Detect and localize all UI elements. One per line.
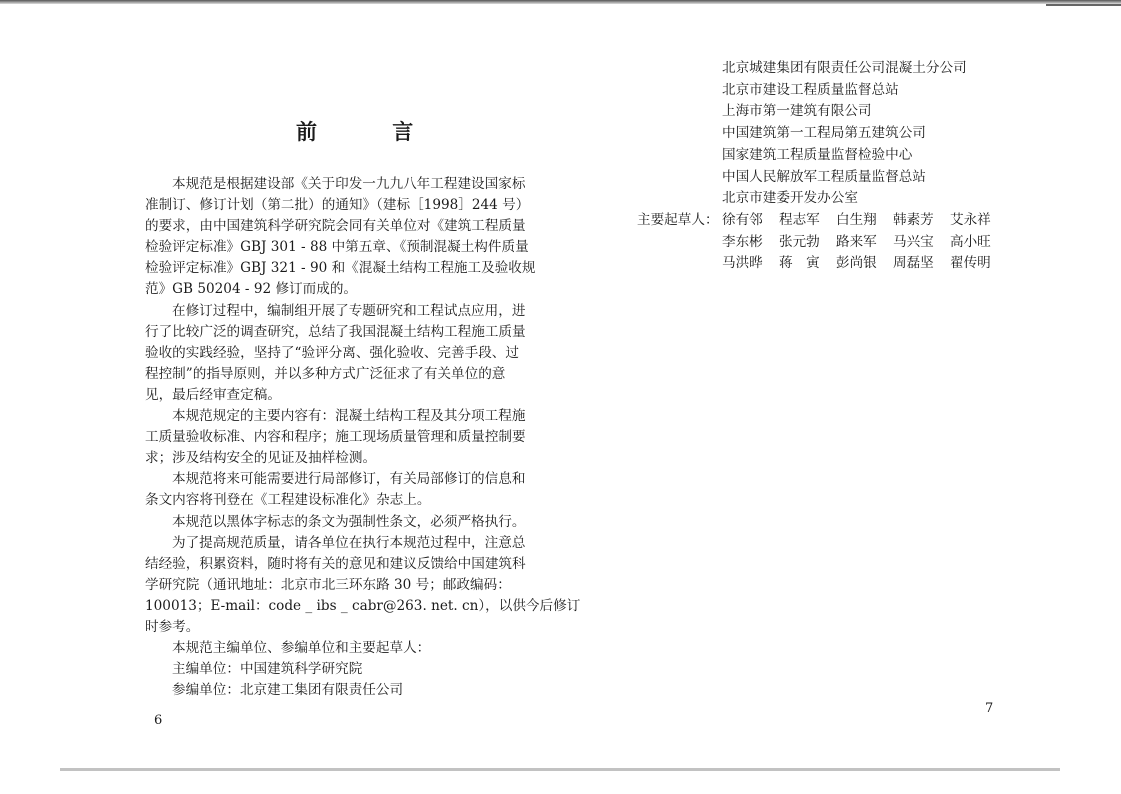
text-line: 验收的实践经验，坚持了“验评分离、强化验收、完善手段、过 bbox=[145, 344, 519, 361]
unit-name: 中国建筑第一工程局第五建筑公司 bbox=[722, 125, 926, 142]
text-line: 本规范是根据建设部《关于印发一九九八年工程建设国家标 bbox=[172, 176, 526, 192]
text-line: 工质量验收标准、内容和程序；施工现场质量管理和质量控制要 bbox=[145, 429, 526, 446]
text-line: 本规范主编单位、参编单位和主要起草人： bbox=[172, 640, 431, 657]
text-line: 主编单位：中国建筑科学研究院 bbox=[172, 661, 363, 678]
scan-edge-bottom bbox=[60, 768, 1060, 771]
page-number-left: 6 bbox=[154, 713, 163, 728]
text-line: 的要求，由中国建筑科学研究院会同有关单位对《建筑工程质量 bbox=[145, 218, 526, 235]
drafter-name: 韩素芳 bbox=[893, 212, 934, 228]
unit-name: 上海市第一建筑有限公司 bbox=[722, 103, 872, 120]
drafter-name: 彭尚银 bbox=[836, 255, 877, 272]
drafter-name: 张元勃 bbox=[779, 233, 820, 250]
drafter-name: 高小旺 bbox=[950, 233, 991, 250]
participating-units bbox=[722, 58, 967, 210]
drafters-list bbox=[722, 210, 1007, 275]
text-line: 求；涉及结构安全的见证及抽样检测。 bbox=[145, 450, 377, 467]
unit-name: 中国人民解放军工程质量监督总站 bbox=[722, 168, 926, 185]
text-line: 条文内容将刊登在《工程建设标准化》杂志上。 bbox=[145, 492, 431, 509]
text-line: 本规范以黑体字标志的条文为强制性条文，必须严格执行。 bbox=[172, 513, 526, 530]
drafter-name: 马洪晔 bbox=[722, 255, 763, 272]
unit-name: 北京市建设工程质量监督总站 bbox=[722, 81, 899, 98]
text-line: 参编单位：北京建工集团有限责任公司 bbox=[172, 682, 404, 699]
text-line: 100013；E-mail：code _ ibs _ cabr@263. net. cn），以供今后修订 bbox=[145, 597, 581, 614]
text-line: 在修订过程中，编制组开展了专题研究和工程试点应用，进 bbox=[172, 302, 526, 319]
text-line: 见，最后经审查定稿。 bbox=[145, 386, 281, 403]
page-number-right: 7 bbox=[985, 701, 994, 716]
drafter-name: 马兴宝 bbox=[893, 233, 934, 250]
text-line: 结经验，积累资料，随时将有关的意见和建议反馈给中国建筑科 bbox=[145, 555, 526, 572]
text-line: 程控制”的指导原则，并以多种方式广泛征求了有关单位的意 bbox=[145, 365, 506, 382]
text-line: 为了提高规范质量，请各单位在执行本规范过程中，注意总 bbox=[172, 534, 526, 551]
page-title: 前 言 bbox=[296, 119, 448, 144]
text-line: 检验评定标准》GBJ 321 - 90 和《混凝土结构工程施工及验收规 bbox=[145, 260, 536, 277]
text-line: 本规范规定的主要内容有：混凝土结构工程及其分项工程施 bbox=[172, 408, 526, 425]
unit-name: 北京市建委开发办公室 bbox=[722, 190, 858, 207]
text-line: 学研究院（通讯地址：北京市北三环东路 30 号；邮政编码： bbox=[145, 576, 511, 593]
scan-edge-top bbox=[0, 0, 1121, 4]
drafter-name: 蒋 寅 bbox=[779, 255, 820, 272]
text-line: 准制订、修订计划（第二批）的通知》（建标［1998］244 号） bbox=[145, 197, 530, 214]
preface-body bbox=[145, 174, 581, 701]
drafter-name: 李东彬 bbox=[722, 233, 763, 250]
text-line: 行了比较广泛的调查研究，总结了我国混凝土结构工程施工质量 bbox=[145, 323, 526, 340]
text-line: 检验评定标准》GBJ 301 - 88 中第五章、《预制混凝土构件质量 bbox=[145, 239, 529, 256]
drafter-name: 翟传明 bbox=[950, 255, 991, 272]
text-line: 本规范将来可能需要进行局部修订，有关局部修订的信息和 bbox=[172, 471, 526, 488]
drafter-name: 周磊坚 bbox=[893, 255, 934, 272]
unit-name: 北京城建集团有限责任公司混凝土分公司 bbox=[722, 60, 967, 76]
drafter-name: 艾永祥 bbox=[950, 212, 991, 228]
drafters-label: 主要起草人： bbox=[637, 212, 719, 228]
drafter-name: 白生翔 bbox=[836, 212, 877, 228]
unit-name: 国家建筑工程质量监督检验中心 bbox=[722, 146, 913, 163]
drafter-name: 徐有邻 bbox=[722, 212, 763, 228]
drafters-section bbox=[637, 210, 1007, 275]
text-line: 范》GB 50204 - 92 修订而成的。 bbox=[145, 281, 358, 298]
text-line: 时参考。 bbox=[145, 618, 200, 635]
scan-edge-top-right bbox=[1046, 4, 1121, 16]
drafter-name: 程志军 bbox=[779, 212, 820, 228]
drafter-name: 路来军 bbox=[836, 233, 877, 250]
